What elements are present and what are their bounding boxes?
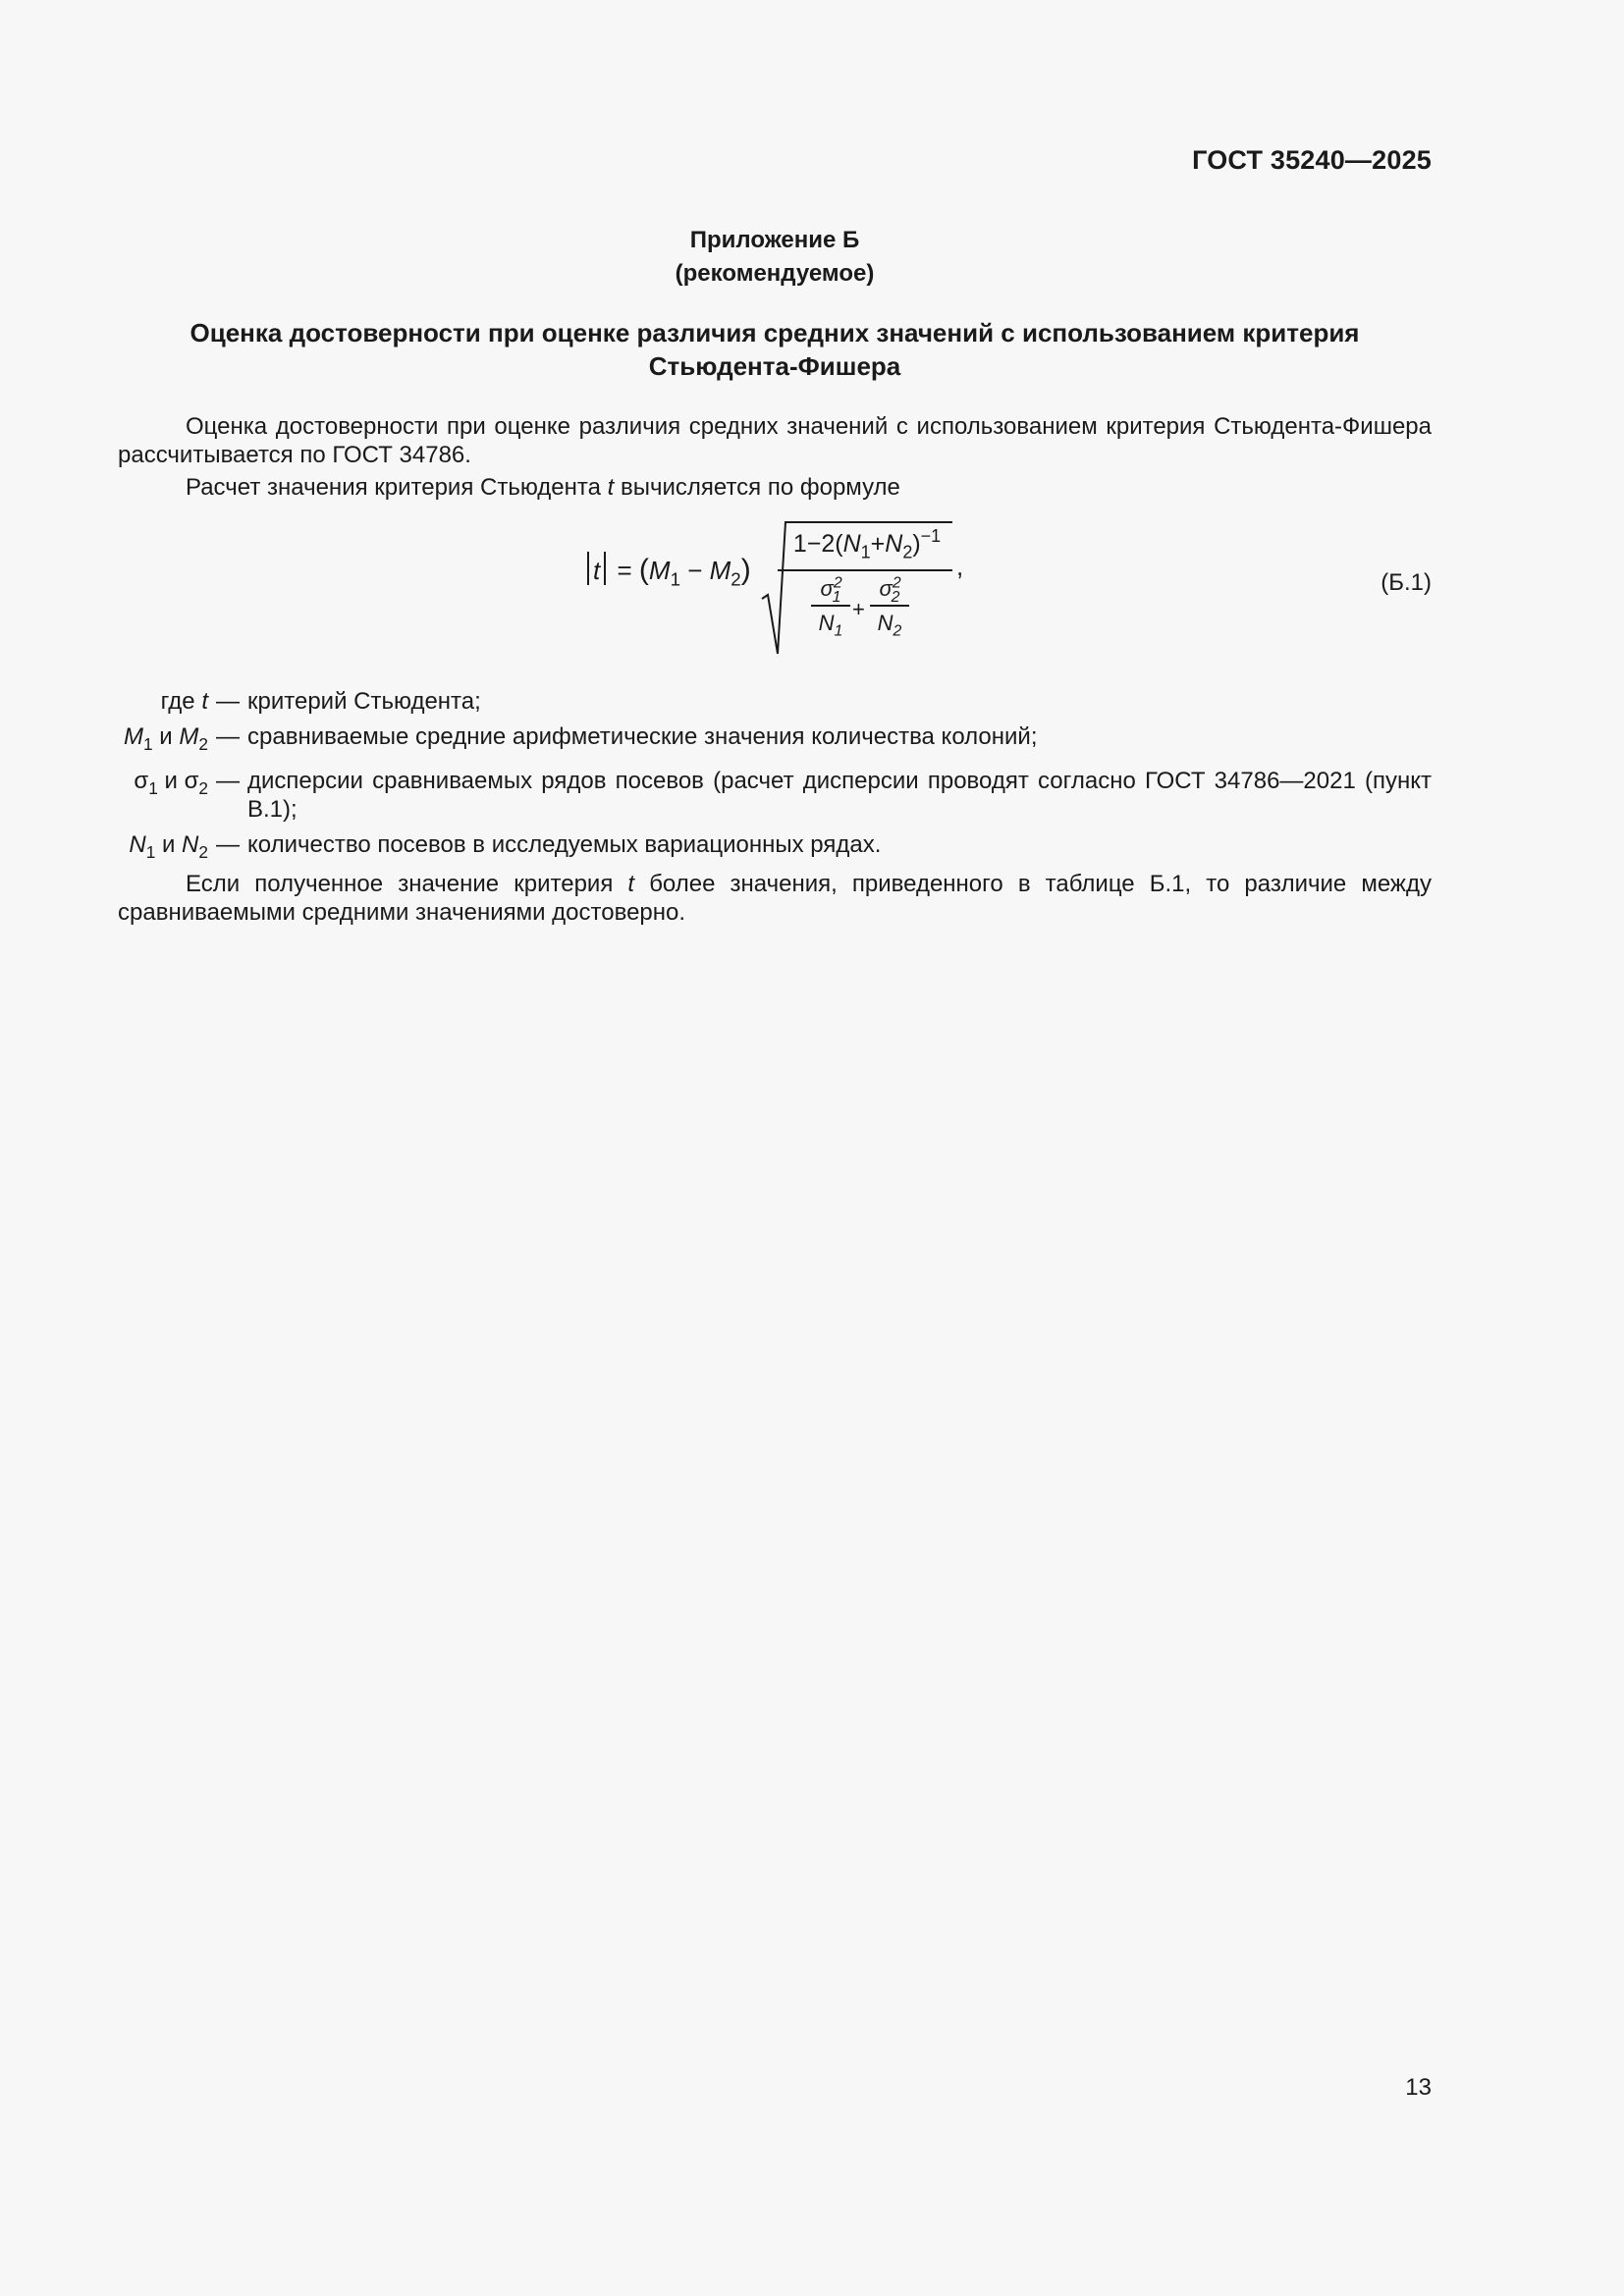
num-two: 2 xyxy=(821,530,836,558)
num-minus: − xyxy=(806,530,822,558)
definition-m xyxy=(79,722,1432,755)
def-prefix: где xyxy=(160,688,202,715)
section-title: Оценка достоверности при оценке различия средних значений с использованием критерия Стьюдента-Фишера xyxy=(189,318,1360,381)
formula-intro xyxy=(118,473,1432,502)
sigma1-sub: 1 xyxy=(832,588,841,606)
def-sub-b: 2 xyxy=(198,842,208,863)
formula-t: t xyxy=(593,556,601,585)
den-n1-sub: 1 xyxy=(834,622,843,640)
main-fraction-bar xyxy=(778,569,952,571)
paren-close: ) xyxy=(740,554,751,586)
sigma2: σ xyxy=(879,576,893,601)
def-sym-b: M xyxy=(179,723,199,750)
annex-title: Приложение Б xyxy=(689,227,860,253)
definition-n xyxy=(79,830,1432,863)
formula-lhs xyxy=(583,552,751,590)
def-sub-a: 1 xyxy=(143,734,153,755)
page-number: 13 xyxy=(1405,2074,1432,2101)
def-sym-a: M xyxy=(124,723,144,750)
def-sym-a: σ xyxy=(134,768,149,794)
formula-intro-var: t xyxy=(607,474,615,501)
def-symbol xyxy=(79,722,208,755)
def-sub-b: 2 xyxy=(198,734,208,755)
sigma1: σ xyxy=(820,576,834,601)
formula-equals: = xyxy=(617,556,632,585)
sigma1-over-n1 xyxy=(811,574,850,640)
def-sym-b: N xyxy=(182,831,199,858)
conclusion-tail: более значения, приведенного в таблице Б.1, то различие между сравниваемыми средними значениями достоверно. xyxy=(118,871,1432,926)
formula-intro-text: Расчет значения критерия Стьюдента xyxy=(186,474,608,501)
den-n1: N xyxy=(818,610,835,635)
def-sym-a: N xyxy=(129,831,146,858)
sigma2-sub: 2 xyxy=(891,588,900,606)
def-conj: и xyxy=(152,723,180,750)
num-one: 1 xyxy=(792,530,807,558)
num-n2: N xyxy=(885,530,903,558)
def-sub-a: 1 xyxy=(148,778,158,799)
num-n1: N xyxy=(842,530,861,558)
formula-m1-sub: 1 xyxy=(670,568,680,590)
den-n2: N xyxy=(877,610,893,635)
def-dash: — xyxy=(216,723,240,750)
def-sub-a: 1 xyxy=(145,842,156,863)
def-conj: и xyxy=(155,831,183,858)
formula-b1 xyxy=(583,518,996,661)
den-n2-sub: 2 xyxy=(893,622,902,640)
den-plus: + xyxy=(852,597,865,621)
formula-comma: , xyxy=(956,552,964,581)
conclusion-var: t xyxy=(627,871,635,897)
conclusion-text: Если полученное значение критерия xyxy=(186,871,628,897)
sigma2-sq: 2 xyxy=(892,574,901,592)
definition-sigma xyxy=(79,767,1432,824)
def-sub-b: 2 xyxy=(198,778,208,799)
annex-heading xyxy=(0,224,1549,291)
num-n2-sub: 2 xyxy=(902,542,913,562)
def-symbol xyxy=(79,687,208,716)
def-symbol-t: t xyxy=(201,688,208,715)
formula-m2: M xyxy=(709,556,731,585)
sigma2-over-n2 xyxy=(870,574,909,640)
def-symbol xyxy=(79,767,208,799)
annex-status: (рекомендуемое) xyxy=(675,260,875,287)
formula-minus: − xyxy=(687,556,703,585)
def-text: дисперсии сравниваемых рядов посевов (расчет дисперсии проводят согласно ГОСТ 34786—2021 (пункт В.1); xyxy=(247,768,1432,823)
def-dash: — xyxy=(216,831,240,858)
num-n1-sub: 1 xyxy=(860,542,871,562)
num-plus: + xyxy=(870,530,886,558)
def-sym-b: σ xyxy=(184,768,199,794)
conclusion-paragraph xyxy=(118,870,1432,927)
definitions-list xyxy=(79,687,1432,866)
formula-m1: M xyxy=(648,556,671,585)
formula-numerator: $1-2(N_1+N_2)^{-1}$ xyxy=(792,526,942,562)
standard-code: ГОСТ 35240—2025 xyxy=(1192,145,1432,175)
formula-number: (Б.1) xyxy=(1380,569,1432,596)
formula-m2-sub: 2 xyxy=(731,568,741,590)
definition-t xyxy=(79,687,1432,716)
def-dash: — xyxy=(216,768,240,794)
def-text: количество посевов в исследуемых вариационных рядах. xyxy=(247,831,882,858)
def-symbol xyxy=(79,830,208,863)
def-text: критерий Стьюдента; xyxy=(247,688,481,715)
paren-open: ( xyxy=(638,554,649,586)
formula-intro-tail: вычисляется по формуле xyxy=(614,474,900,501)
num-exponent: −1 xyxy=(920,526,942,547)
def-conj: и xyxy=(157,768,185,794)
sigma1-sq: 2 xyxy=(833,574,842,592)
intro-paragraph: Оценка достоверности при оценке различия средних значений с использованием критерия Стьюдента-Фишера рассчитывается по ГОСТ 34786. xyxy=(118,413,1432,468)
abs-bar-right xyxy=(604,552,606,585)
abs-bar-left xyxy=(587,552,589,585)
def-dash: — xyxy=(216,688,240,715)
def-text: сравниваемые средние арифметические значения количества колоний; xyxy=(247,723,1038,750)
